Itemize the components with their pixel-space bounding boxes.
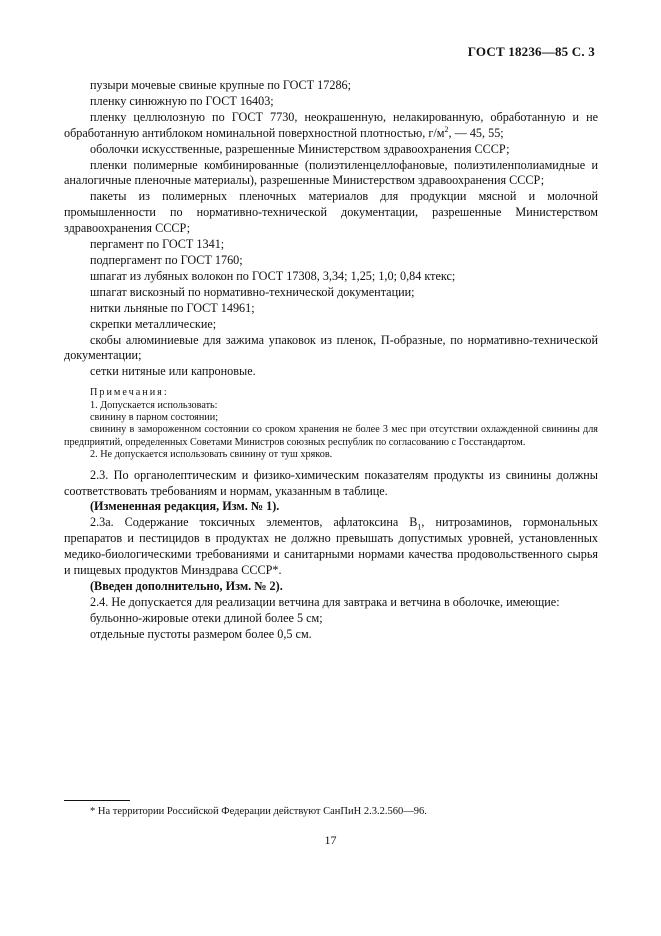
clause-2-4-item: бульонно-жировые отеки длиной более 5 см; — [90, 610, 323, 625]
clause-2-4-item: отдельные пустоты размером более 0,5 см. — [90, 626, 312, 641]
clause-2-3-note: (Измененная редакция, Изм. № 1). — [90, 499, 280, 514]
clause-2-4: 2.4. Не допускается для реализации ветчина для завтрака и ветчина в оболочке, имеющие: — [90, 594, 560, 609]
list-item: пузыри мочевые свиные крупные по ГОСТ 17286; — [90, 78, 352, 92]
notes-block — [64, 387, 598, 461]
list-item: подпергамент по ГОСТ 1760; — [90, 252, 243, 267]
page-body — [64, 78, 598, 643]
list-item: скрепки металлические; — [90, 316, 217, 331]
page-header: ГОСТ 18236—85 С. 3 — [467, 44, 595, 59]
list-item: пергамент по ГОСТ 1341; — [90, 237, 225, 252]
list-item-cellophane: пленку целлюлозную по ГОСТ 7730, неокрашенную, нелакированную, обработанную и не обработанную антиблоком номинальной поверхностной плотностью, $г/м^2$, — 45, 55; — [64, 109, 598, 140]
list-item: пакеты из полимерных пленочных материалов для продукции мясной и молочной промышленности по нормативно-технической документации, разрешенные Министерством здравоохранения СССР; — [64, 189, 598, 236]
list-item: оболочки искусственные, разрешенные Министерством здравоохранения СССР; — [90, 141, 510, 156]
list-item: нитки льняные по ГОСТ 14961; — [90, 300, 255, 315]
footnote-divider — [64, 800, 130, 801]
note-1a: свинину в парном состоянии; — [90, 412, 219, 424]
note-2: 2. Не допускается использовать свинину от туш хряков. — [90, 449, 333, 461]
note-1b: свинину в замороженном состоянии со сроком хранения не более 3 мес при отсутствии охлажденной свинины для предприятий, определенных Советами Министров союзных республик по согласованию с Госстандартом. — [64, 424, 598, 448]
list-item: пленки полимерные комбинированные (полиэтиленцеллофановые, полиэтиленполиамидные и аналогичные пленочные материалы), разрешенные Министерством здравоохранения СССР; — [64, 157, 598, 188]
clause-2-3: 2.3. По органолептическим и физико-химическим показателям продукты из свинины должны соответствовать требованиям и нормам, указанным в таблице. — [64, 467, 598, 498]
list-item: скобы алюминиевые для зажима упаковок из пленок, П-образные, по нормативно-технической документации; — [64, 332, 598, 363]
list-item: пленку синюжную по ГОСТ 16403; — [90, 93, 274, 108]
note-1: 1. Допускается использовать: — [90, 399, 218, 411]
clause-2-3a-note: (Введен дополнительно, Изм. № 2). — [90, 579, 283, 593]
page-number: 17 — [324, 833, 337, 847]
list-item: сетки нитяные или капроновые. — [90, 364, 256, 379]
footnote: * На территории Российской Федерации действуют СанПиН 2.3.2.560—96. — [90, 806, 427, 817]
list-item: шпагат из лубяных волокон по ГОСТ 17308, 3,34; 1,25; 1,0; 0,84 ктекс; — [90, 268, 456, 283]
clause-2-3a: 2.3а. Содержание токсичных элементов, афлатоксина $B_1$, нитрозаминов, гормональных препаратов и пестицидов в продуктах не должно превышать допустимых уровней, установленных медико-биологическими требованиями и санитарными нормами качества продовольственного сырья и пищевых продуктов Минздрава СССР*. — [64, 515, 598, 578]
notes-title: Примечания: — [90, 387, 169, 399]
list-item: шпагат вискозный по нормативно-технической документации; — [90, 284, 415, 299]
